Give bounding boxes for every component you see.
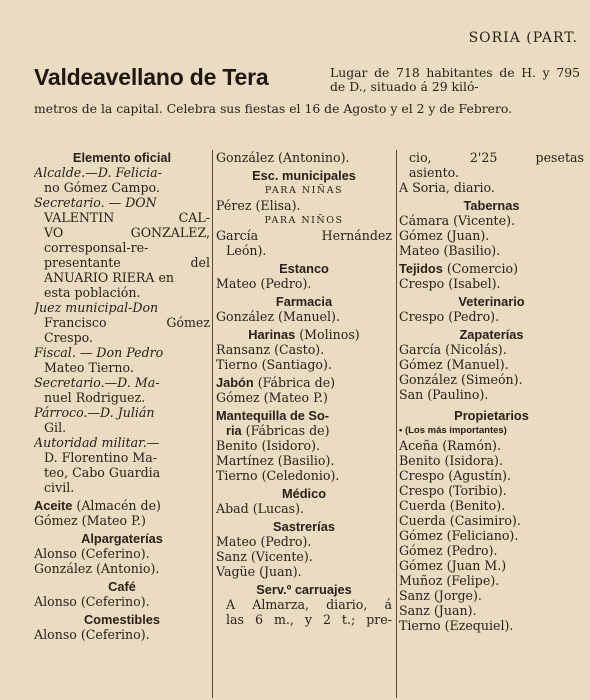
section-heading: Tabernas <box>463 198 520 213</box>
section-heading: Tejidos <box>399 261 443 276</box>
section-heading: Zapaterías <box>459 327 524 342</box>
entry-line: Mateo (Pedro). <box>216 276 312 291</box>
entry-line: Mateo (Basilio). <box>399 243 501 258</box>
town-name: Valdeavellano de Tera <box>34 64 269 90</box>
entry-line: Abad (Lucas). <box>216 501 305 516</box>
entry-line: teo, Cabo Guardia <box>44 465 161 480</box>
entry-line: Alonso (Ceferino). <box>34 594 150 609</box>
entry-line: civil. <box>44 480 75 495</box>
section-heading: Café <box>108 579 136 594</box>
entry-line: San (Paulino). <box>399 387 489 402</box>
section-note: • (Los más importantes) <box>399 425 507 436</box>
section-heading: Farmacia <box>275 294 333 309</box>
section-heading: Serv.º carruajes <box>256 582 352 597</box>
entry-line: Benito (Isidoro). <box>216 438 321 453</box>
entry-line: García (Nicolás). <box>399 342 507 357</box>
entry-line: esta población. <box>44 285 141 300</box>
entry-line: Crespo. <box>44 330 93 345</box>
entry-line: León). <box>226 243 267 258</box>
entry-line: Gómez (Pedro). <box>399 543 498 558</box>
section-subtitle: (Molinos) <box>295 327 360 342</box>
entry-line: Sanz (Jorge). <box>399 588 482 603</box>
section-heading: Comestibles <box>83 612 161 627</box>
section-heading: Alpargaterías <box>81 531 163 546</box>
section-heading: Jabón <box>216 375 254 390</box>
entry-line: presentante del <box>44 255 210 270</box>
entry-line: González (Simeón). <box>399 372 523 387</box>
entry-line <box>216 375 392 390</box>
entry-line: Crespo (Isabel). <box>399 276 501 291</box>
section-heading: Aceite <box>34 498 73 513</box>
entry-line <box>399 261 584 276</box>
section-heading: Médico <box>281 486 327 501</box>
section-heading: Mantequilla de So- <box>216 408 330 423</box>
entry-line: VO GONZALEZ, <box>44 225 210 240</box>
section-subheading: PARA NIÑOS <box>264 215 344 226</box>
entry-line: Aceña (Ramón). <box>399 438 501 453</box>
entry-line: las 6 m., y 2 t.; pre- <box>226 612 392 627</box>
section-heading: Esc. municipales <box>252 168 356 183</box>
entry-line: D. Florentino Ma- <box>44 450 158 465</box>
section-subtitle: (Comercio) <box>442 261 518 276</box>
column-1 <box>34 150 210 642</box>
entry-line: Gómez (Juan). <box>399 228 490 243</box>
entry-line: Secretario.—D. Ma- <box>34 375 160 390</box>
entry-line: Crespo (Agustín). <box>399 468 511 483</box>
section-heading: Elemento oficial <box>72 150 172 165</box>
entry-line: Sanz (Vicente). <box>216 549 313 564</box>
entry-line: Crespo (Pedro). <box>399 309 500 324</box>
entry-line: Secretario. — DON <box>34 195 157 210</box>
entry-line: Vagüe (Juan). <box>216 564 302 579</box>
entry-line: Tierno (Santiago). <box>216 357 332 372</box>
section-heading: ria <box>226 423 242 438</box>
entry-line: Alonso (Ceferino). <box>34 546 150 561</box>
entry-line: Juez municipal-Don <box>34 300 159 315</box>
section-heading: Veterinario <box>458 294 525 309</box>
entry-line: Muñoz (Felipe). <box>399 573 500 588</box>
entry-line: Gómez (Mateo P.) <box>216 390 328 405</box>
entry-line: Gómez (Juan M.) <box>399 558 507 573</box>
entry-line: Gómez (Feliciano). <box>399 528 519 543</box>
entry-line: Martínez (Basilio). <box>216 453 335 468</box>
entry-line: Cuerda (Benito). <box>399 498 506 513</box>
entry-line: Tierno (Celedonio). <box>216 468 340 483</box>
column-2 <box>216 150 392 627</box>
entry-line: Autoridad militar.— <box>34 435 160 450</box>
entry-line: Sanz (Juan). <box>399 603 477 618</box>
section-subtitle: (Almacén de) <box>72 498 161 513</box>
entry-line: Crespo (Toribio). <box>399 483 507 498</box>
entry-line <box>34 498 210 513</box>
section-subheading: PARA NIÑAS <box>264 185 344 196</box>
entry-line: González (Antonio). <box>34 561 160 576</box>
entry-line: Alcalde.—D. Feliciа- <box>34 165 162 180</box>
column-3 <box>399 150 584 633</box>
entry-line: cio, 2'25 pesetas <box>409 150 584 165</box>
entry-line: González (Manuel). <box>216 309 340 324</box>
entry-line: no Gómez Campo. <box>44 180 160 195</box>
entry-line: Gómez (Manuel). <box>399 357 509 372</box>
running-header: SORIA (PART. <box>468 30 578 46</box>
entry-line: Fiscal. — Don Pedro <box>34 345 164 360</box>
entry-line: Benito (Isidora). <box>399 453 503 468</box>
section-heading: Estanco <box>279 261 329 276</box>
entry-line: Alonso (Ceferino). <box>34 627 150 642</box>
entry-line: VALENTIN CAL- <box>44 210 210 225</box>
section-subtitle: (Fábricas de) <box>241 423 330 438</box>
entry-line: Párroco.—D. Julián <box>34 405 155 420</box>
section-heading: Propietarios <box>454 408 529 423</box>
entry-line: Gómez (Mateo P.) <box>34 513 146 528</box>
town-description-continued: metros de la capital. Celebra sus fiestas el 16 de Agosto y el 2 y de Febrero. <box>34 101 513 116</box>
section-heading: Sastrerías <box>273 519 335 534</box>
entry-line: Ransanz (Casto). <box>216 342 325 357</box>
entry-line: nuel Rodriguez. <box>44 390 146 405</box>
entry-line <box>216 327 392 342</box>
entry-line: A Almarza, diario, á <box>226 597 392 612</box>
section-heading: Harinas <box>248 327 296 342</box>
column-divider <box>212 150 213 698</box>
entry-line: Tierno (Ezequiel). <box>399 618 514 633</box>
entry-line: Pérez (Elisa). <box>216 198 301 213</box>
entry-line: Cuerda (Casimiro). <box>399 513 521 528</box>
entry-line: asiento. <box>409 165 459 180</box>
entry-line: González (Antonino). <box>216 150 350 165</box>
entry-line: Francisco Gómez <box>44 315 210 330</box>
entry-line: Gil. <box>44 420 67 435</box>
entry-line: Mateo (Pedro). <box>216 534 312 549</box>
entry-line: Mateo Tierno. <box>44 360 134 375</box>
entry-line: Cámara (Vicente). <box>399 213 515 228</box>
town-description: Lugar de 718 habitantes de H. y 795 de D., situado á 29 kiló- <box>330 65 580 94</box>
column-divider <box>396 150 397 698</box>
entry-line: García Hernández <box>216 228 392 243</box>
entry-line: A Soria, diario. <box>399 180 495 195</box>
section-subtitle: (Fábrica de) <box>253 375 336 390</box>
entry-line: ANUARIO RIERA en <box>44 270 175 285</box>
entry-line <box>216 423 392 438</box>
entry-line: corresponsal-re- <box>44 240 149 255</box>
